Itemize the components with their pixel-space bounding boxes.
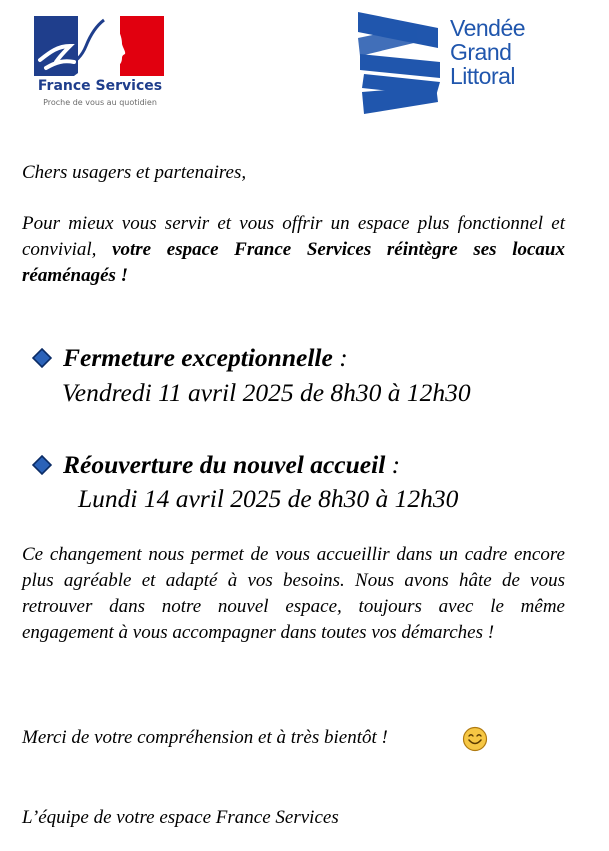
reopening-date: Lundi 14 avril 2025 de 8h30 à 12h30 bbox=[78, 484, 459, 513]
closure-label: Fermeture exceptionnelle bbox=[63, 343, 333, 372]
france-services-tagline: Proche de vous au quotidien bbox=[43, 98, 157, 107]
reopening-colon: : bbox=[385, 450, 401, 479]
thanks-line: Merci de votre compréhension et à très bientôt ! bbox=[22, 727, 388, 748]
vendee-line3: Littoral bbox=[450, 63, 516, 89]
signature: L’équipe de votre espace France Services bbox=[22, 807, 339, 828]
vendee-line2: Grand bbox=[450, 39, 512, 65]
vendee-wave-icon bbox=[356, 8, 448, 116]
vendee-line1: Vendée bbox=[450, 15, 526, 41]
france-services-logo bbox=[30, 16, 170, 112]
greeting: Chers usagers et partenaires, bbox=[22, 162, 247, 183]
intro-paragraph bbox=[22, 211, 565, 289]
intro-bold: votre espace France Services réintègre ses locaux réaménagés ! bbox=[22, 239, 566, 286]
france-services-name: France Services bbox=[37, 78, 163, 94]
intro-plain: Pour mieux vous servir et vous offrir un espace plus fonctionnel et convivial, bbox=[22, 213, 565, 260]
closure-colon: : bbox=[332, 343, 348, 372]
closure-date: Vendredi 11 avril 2025 de 8h30 à 12h30 bbox=[62, 378, 471, 407]
body-paragraph: Ce changement nous permet de vous accueillir dans un cadre encore plus agréable et adapté à vos besoins. Nous avons hâte de vous retrouver dans notre nouvel espace, toujours avec le même engagement à vous accompagner dans toutes vos démarches ! bbox=[22, 544, 565, 643]
vendee-grand-littoral-logo bbox=[356, 8, 576, 118]
smiley-icon bbox=[462, 726, 488, 752]
diamond-bullet-icon bbox=[32, 455, 52, 475]
diamond-bullet-icon bbox=[32, 348, 52, 368]
france-services-flag-icon bbox=[34, 16, 164, 76]
reopening-label: Réouverture du nouvel accueil bbox=[63, 450, 386, 479]
